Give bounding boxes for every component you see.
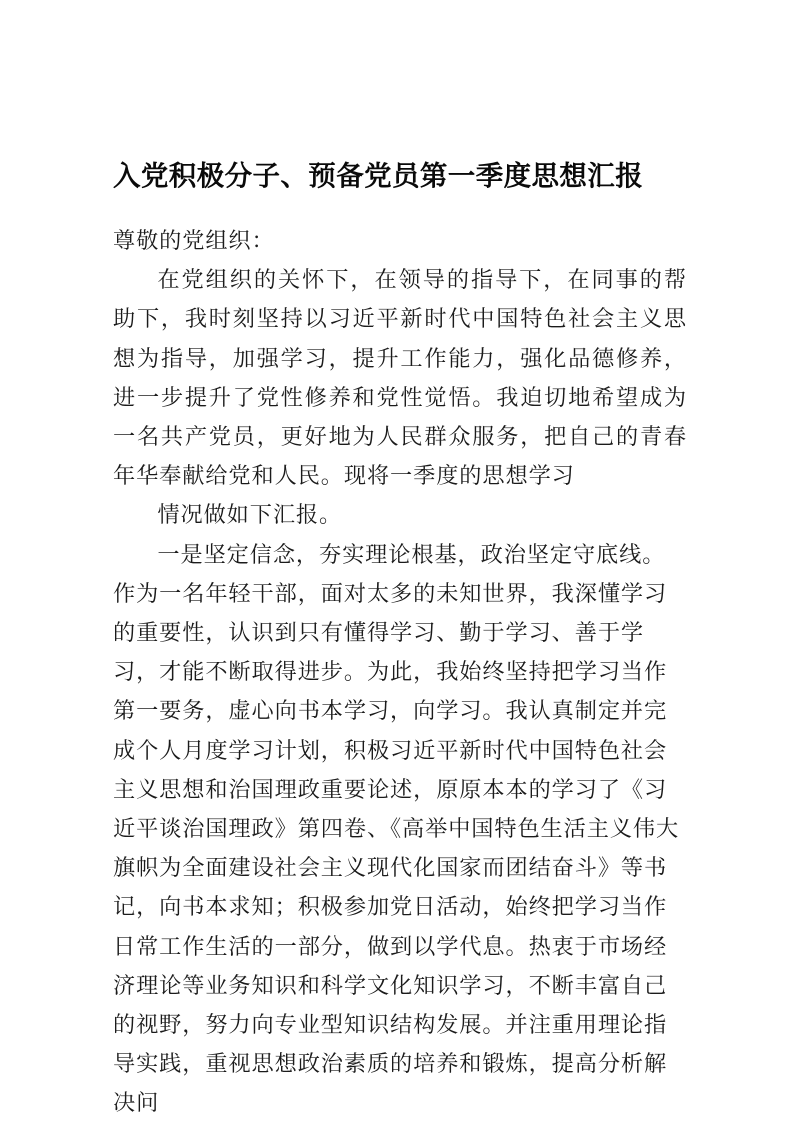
paragraph-report-intro: 情况做如下汇报。: [157, 502, 343, 529]
document-body: [113, 222, 687, 1122]
paragraph-section-one: 一是坚定信念，夯实理论根基，政治坚定守底线。作为一名年轻干部，面对太多的未知世界，我深懂学习的重要性，认识到只有懂得学习、勤于学习、善于学习，才能不断取得进步。为此，我始终坚持把学习当作第一要务，虚心向书本学习，向学习。我认真制定并完成个人月度学习计划，积极习近平新时代中国特色社会主义思想和治国理政重要论述，原原本本的学习了《习近平谈治国理政》第四卷、《高举中国特色生活主义伟大旗帜为全面建设社会主义现代化国家而团结奋斗》等书记，向书本求知；积极参加党日活动，始终把学习当作日常工作生活的一部分，做到以学代息。热衷于市场经济理论等业务知识和科学文化知识学习，不断丰富自己的视野，努力向专业型知识结构发展。并注重用理论指导实践，重视思想政治素质的培养和锻炼，提高分析解决问: [113, 541, 680, 1117]
paragraph-salutation: 尊敬的党组织：: [113, 228, 275, 254]
paragraph-opening: 在党组织的关怀下，在领导的指导下，在同事的帮助下，我时刻坚持以习近平新时代中国特色社会主义思想为指导，加强学习，提升工作能力，强化品德修养，进一步提升了党性修养和党性觉悟。我迫切地希望成为一名共产党员，更好地为人民群众服务，把自己的青春年华奉献给党和人民。现将一季度的思想学习: [113, 267, 687, 490]
page-title: 入党积极分子、预备党员第一季度思想汇报: [113, 160, 644, 193]
